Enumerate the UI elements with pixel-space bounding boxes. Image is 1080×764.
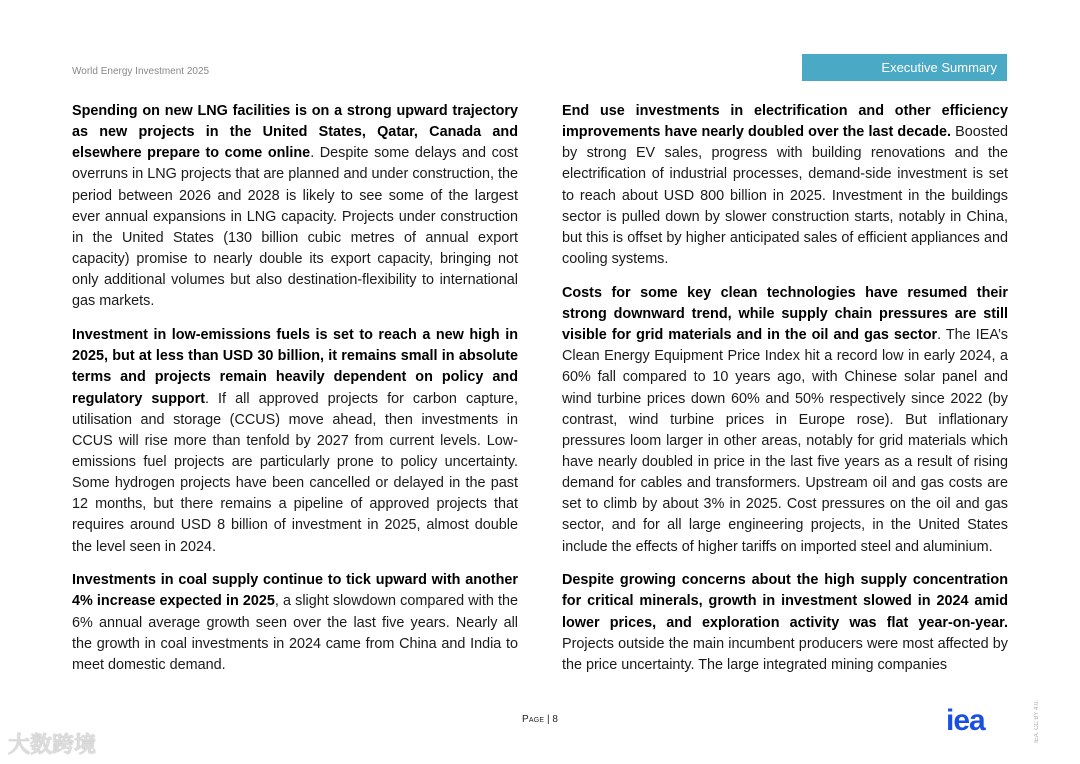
page-number-value: | 8 (547, 714, 558, 725)
paragraph (562, 101, 1008, 270)
paragraph-lead: Despite growing concerns about the high supply concentration for critical minerals, growth in investment slowed in 2024 amid lower prices, and exploration activity was flat year-on-year. (562, 572, 1008, 631)
page-number (522, 714, 558, 725)
right-column (562, 101, 1008, 689)
paragraph (72, 325, 518, 558)
iea-logo: iea (946, 704, 985, 737)
paragraph-lead: Investments in coal supply continue to tick upward with another 4% increase expected in 2025 (72, 572, 518, 610)
paragraph (562, 283, 1008, 558)
paragraph-lead: Costs for some key clean technologies have resumed their strong downward trend, while supply chain pressures are still visible for grid materials and in the oil and gas sector (562, 284, 1008, 344)
watermark: 大数跨境 (8, 732, 97, 757)
paragraph-lead: End use investments in electrification and other efficiency improvements have nearly doubled over the last decade. (562, 103, 1008, 141)
section-tab: Executive Summary (802, 54, 1007, 81)
paragraph-body: Projects outside the main incumbent producers were most affected by the price uncertainty. The large integrated mining companies (562, 635, 1008, 673)
license-text: IEA. CC BY 4.0. (1034, 700, 1040, 743)
paragraph-body: . The IEA’s Clean Energy Equipment Price Index hit a record low in early 2024, a 60% fall compared to 10 years ago, with Chinese solar panel and wind turbine prices down 60% and 50% respectively since 2022 (by contrast, wind turbine prices in Europe rose). But inflationary pressures loom larger in other areas, notably for grid materials which have nearly doubled in price in the last five years as a result of rising demand for cables and transformers. Upstream oil and gas costs are set to climb by about 3% in 2025. Cost pressures on the oil and gas sector, and for all large engineering projects, in the United States include the effects of higher tariffs on imported steel and aluminium. (562, 327, 1008, 555)
paragraph-body: . Despite some delays and cost overruns in LNG projects that are planned and under construction, the period between 2026 and 2028 is likely to see some of the largest ever annual expansions in LNG capacity. Projects under construction in the United States (130 billion cubic metres of annual export capacity) promise to nearly double its export capacity, bringing not only additional volumes but also destination-flexibility to international gas markets. (72, 145, 518, 310)
page-label: Page (522, 714, 545, 725)
paragraph-body: Boosted by strong EV sales, progress with building renovations and the electrification of industrial processes, demand-side investment is set to reach about USD 800 billion in 2025. Investment in the buildings sector is pulled down by slower construction starts, notably in China, but this is offset by higher anticipated sales of efficient appliances and cooling systems. (562, 124, 1008, 268)
paragraph (72, 101, 518, 313)
left-column (72, 101, 518, 689)
paragraph-lead: Investment in low-emissions fuels is set to reach a new high in 2025, but at less than USD 30 billion, it remains small in absolute terms and projects remain heavily dependent on policy and regulatory support (72, 327, 518, 407)
paragraph (562, 570, 1008, 676)
paragraph-body: , a slight slowdown compared with the 6% annual average growth seen over the last five years. Nearly all the growth in coal investments in 2024 came from China and India to meet domestic demand. (72, 593, 518, 673)
running-title: World Energy Investment 2025 (72, 66, 210, 77)
paragraph (72, 570, 518, 676)
paragraph-lead: Spending on new LNG facilities is on a strong upward trajectory as new projects in the United States, Qatar, Canada and elsewhere prepare to come online (72, 103, 518, 162)
paragraph-body: . If all approved projects for carbon capture, utilisation and storage (CCUS) move ahead, then investments in CCUS will rise more than tenfold by 2027 from current levels. Low-emissions fuel projects are particularly prone to policy uncertainty. Some hydrogen projects have been cancelled or delayed in the past 12 months, but there remains a pipeline of approved projects that requires around USD 8 billion of investment in 2025, almost double the level seen in 2024. (72, 390, 518, 555)
